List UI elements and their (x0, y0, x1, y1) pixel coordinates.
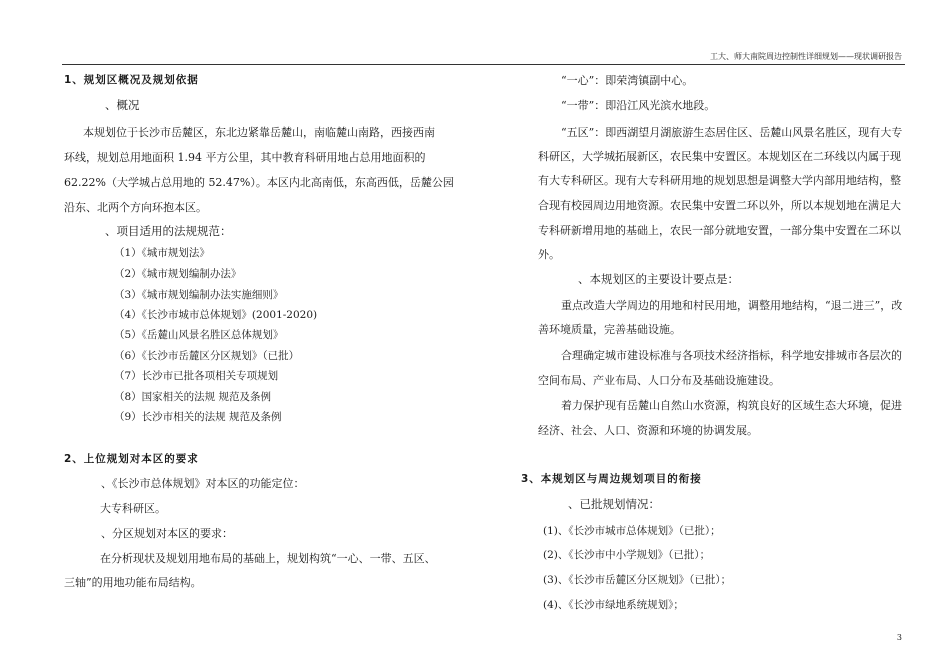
district-line-2: 三轴”的用地功能布局结构。 (64, 576, 202, 589)
key-points-heading: 、本规划区的主要设计要点是： (578, 272, 739, 286)
key-point-2-line-2: 空间布局、产业布局、人口分布及基础设施建设。 (538, 374, 780, 387)
five-zones-line-3: 有大专科研区。现有大专科研用地的规划思想是调整大学内部用地结构，整 (538, 174, 901, 187)
one-center-text: “一心”：即荣湾镇副中心。 (561, 74, 694, 87)
page-number: 3 (896, 633, 902, 642)
overview-line-1: 本规划位于长沙市岳麓区，东北边紧靠岳麓山，南临麓山南路，西接西南 (83, 126, 435, 139)
law-item-1: （1）《城市规划法》 (114, 247, 210, 259)
section-2-title: 2、上位规划对本区的要求 (64, 453, 199, 465)
section-1-title: 1、规划区概况及规划依据 (64, 74, 199, 86)
running-header: 工大、师大南院周边控制性详细规划——现状调研报告 (710, 52, 902, 61)
law-item-7: （7）长沙市已批各项相关专项规划 (114, 370, 279, 382)
district-line-1: 在分析现状及规划用地布局的基础上，规划构筑“一心、一带、五区、 (100, 552, 436, 565)
key-point-3-line-2: 经济、社会、人口、资源和环境的协调发展。 (538, 424, 758, 437)
laws-heading: 、项目适用的法规规范： (105, 224, 232, 238)
overview-line-2: 环线，规划总用地面积 1.94 平方公里，其中教育科研用地占总用地面积的 (64, 151, 426, 164)
law-item-5: （5）《岳麓山风景名胜区总体规划》 (114, 329, 284, 341)
law-item-4: （4）《长沙市城市总体规划》(2001-2020) (114, 309, 318, 321)
five-zones-line-2: 科研区，大学城拓展新区，农民集中安置区。本规划区在二环线以内属于现 (538, 150, 901, 163)
five-zones-line-6: 外。 (538, 248, 560, 261)
header-rule (62, 64, 905, 65)
overview-line-3: 62.22%（大学城占总用地的 52.47%）。本区内北高南低，东高西低，岳麓公园 (64, 176, 454, 189)
five-zones-line-4: 合现有校园周边用地资源。农民集中安置二环以外，所以本规划地在满足大 (538, 199, 901, 212)
law-item-3: （3）《城市规划编制办法实施细则》 (114, 289, 284, 301)
key-point-1-line-2: 善环境质量，完善基础设施。 (538, 323, 681, 336)
five-zones-line-5: 专科研新增用地的基础上，农民一部分就地安置，一部分集中安置在二环以 (538, 224, 901, 237)
section-3-title: 3、本规划区与周边规划项目的衔接 (521, 473, 702, 485)
approved-heading: 、已批规划情况： (568, 497, 660, 511)
approved-item-4: (4)、《长沙市绿地系统规划》； (543, 599, 684, 611)
approved-item-3: (3)、《长沙市岳麓区分区规划》（已批）； (543, 574, 732, 586)
overview-heading: 、概况 (105, 98, 140, 112)
five-zones-line-1: “五区”：即西湖望月湖旅游生态居住区、岳麓山风景名胜区，现有大专 (561, 126, 903, 139)
master-plan-heading: 、《长沙市总体规划》对本区的功能定位： (101, 477, 305, 490)
approved-item-2: (2)、《长沙市中小学规划》（已批）； (543, 549, 711, 561)
one-belt-text: “一带”：即沿江风光滨水地段。 (561, 99, 716, 112)
key-point-2-line-1: 合理确定城市建设标准与各项技术经济指标，科学地安排城市各层次的 (561, 349, 902, 362)
key-point-3-line-1: 着力保护现有岳麓山自然山水资源，构筑良好的区域生态大环境，促进 (561, 399, 902, 412)
law-item-6: （6）《长沙市岳麓区分区规划》（已批） (114, 350, 300, 362)
approved-item-1: (1)、《长沙市城市总体规划》（已批）； (543, 525, 721, 537)
overview-line-4: 沿东、北两个方向环抱本区。 (64, 201, 207, 214)
law-item-2: （2）《城市规划编制办法》 (114, 268, 242, 280)
master-plan-text: 大专科研区。 (100, 502, 166, 515)
law-item-8: （8）国家相关的法规 规范及条例 (114, 391, 272, 403)
district-plan-heading: 、分区规划对本区的要求： (101, 527, 233, 540)
law-item-9: （9）长沙市相关的法规 规范及条例 (114, 411, 282, 423)
key-point-1-line-1: 重点改造大学周边的用地和村民用地，调整用地结构，“退二进三”，改 (561, 299, 903, 312)
